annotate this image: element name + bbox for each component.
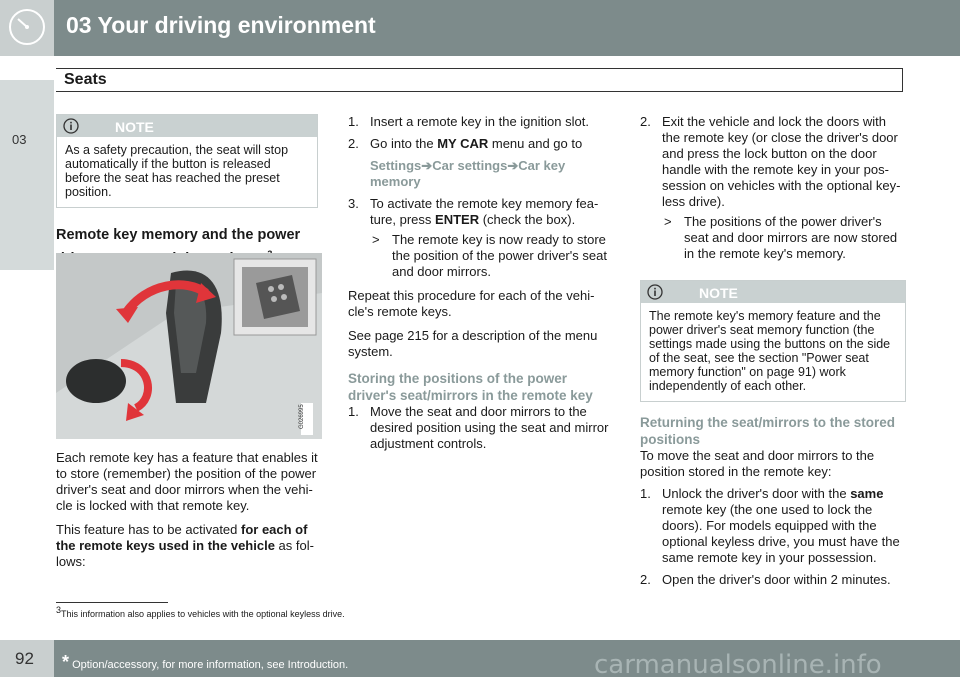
list-item: 1. Insert a remote key in the ignition slot. — [348, 114, 589, 129]
chapter-tab-label: 03 — [12, 132, 27, 147]
info-icon — [63, 118, 79, 134]
note-label: NOTE — [699, 285, 738, 301]
watermark: carmanualsonline.info — [594, 650, 882, 680]
section-title: Seats — [64, 71, 107, 88]
heading-text: Remote key memory and the power — [56, 227, 301, 243]
footnote-divider — [56, 602, 168, 603]
list-item: 2. Go into the MY CAR menu and go to Settings➔Car settings➔Car key memory — [348, 136, 614, 190]
column-2 — [348, 114, 614, 452]
footer-note: * Option/accessory, for more information, see Introduction. — [62, 652, 349, 672]
footnote: $^3$This information also applies to vehicles with the optional keyless drive. — [56, 605, 345, 619]
info-icon — [647, 284, 663, 300]
figure-code: G026995 — [299, 404, 305, 429]
gauge-icon — [6, 6, 48, 48]
list-item: 3. To activate the remote key memory fea-ture, press ENTER (check the box). — [348, 196, 599, 227]
menu-path: Settings➔Car settings➔Car key memory — [370, 158, 566, 189]
note-label: NOTE — [115, 119, 154, 135]
list-item: 2. Open the driver's door within 2 minutes. — [640, 572, 891, 587]
list-item: 1. Unlock the driver's door with the same remote key (the one used to lock the doors). For models equipped with the optional keyless drive, you must have the same remote key in your possession. — [640, 486, 900, 565]
note-text: The remote key's memory feature and the power driver's seat memory function (the settings made using the buttons on the side of the seat, see the section "Power seat memory function" on page 91) work independently of each other. — [649, 309, 891, 393]
subheading: Returning the seat/mirrors to the stored positions — [640, 415, 896, 447]
paragraph: Each remote key has a feature that enables it to store (remember) the position of the power driver's seat and door mirrors when the vehi-cle is locked with that remote key. — [56, 450, 318, 513]
page-number: 92 — [15, 649, 34, 668]
chapter-title: 03 Your driving environment — [66, 12, 376, 38]
note-header — [57, 115, 317, 137]
subheading: Storing the positions of the power driver's seat/mirrors in the remote key — [348, 371, 593, 403]
note-header — [641, 281, 905, 303]
column-3 — [640, 114, 906, 588]
list-item: 1. Move the seat and door mirrors to the desired position using the seat and mirror adjustment controls. — [348, 404, 609, 451]
seat-mirror-illustration — [56, 253, 322, 439]
section-bar — [56, 68, 903, 92]
paragraph: See page 215 for a description of the menu system. — [348, 328, 598, 359]
paragraph: To move the seat and door mirrors to the position stored in the remote key: — [640, 448, 875, 479]
paragraph: This feature has to be activated for each of the remote keys used in the vehicle as fol-lows: — [56, 522, 314, 569]
column-1 — [56, 114, 318, 269]
note-box — [640, 280, 906, 402]
chapter-icon-box — [0, 0, 54, 56]
note-text: As a safety precaution, the seat will stop automatically if the button is released before the seat has reached the preset position. — [65, 143, 289, 199]
list-item: 2. Exit the vehicle and lock the doors with the remote key (or close the driver's door and press the lock button on the door handle with the remote key in your pos-session on vehicles with the optional key-less drive). — [640, 114, 901, 209]
illustration-seat-mirror — [56, 253, 322, 439]
sub-item: > The positions of the power driver's seat and door mirrors are now stored in the remote key's memory. — [664, 214, 898, 261]
column-1-text — [56, 450, 320, 570]
chapter-tab — [0, 80, 54, 270]
note-box — [56, 114, 318, 208]
paragraph: Repeat this procedure for each of the vehi-cle's remote keys. — [348, 288, 595, 319]
sub-item: > The remote key is now ready to store the position of the power driver's seat and door mirrors. — [372, 232, 607, 279]
